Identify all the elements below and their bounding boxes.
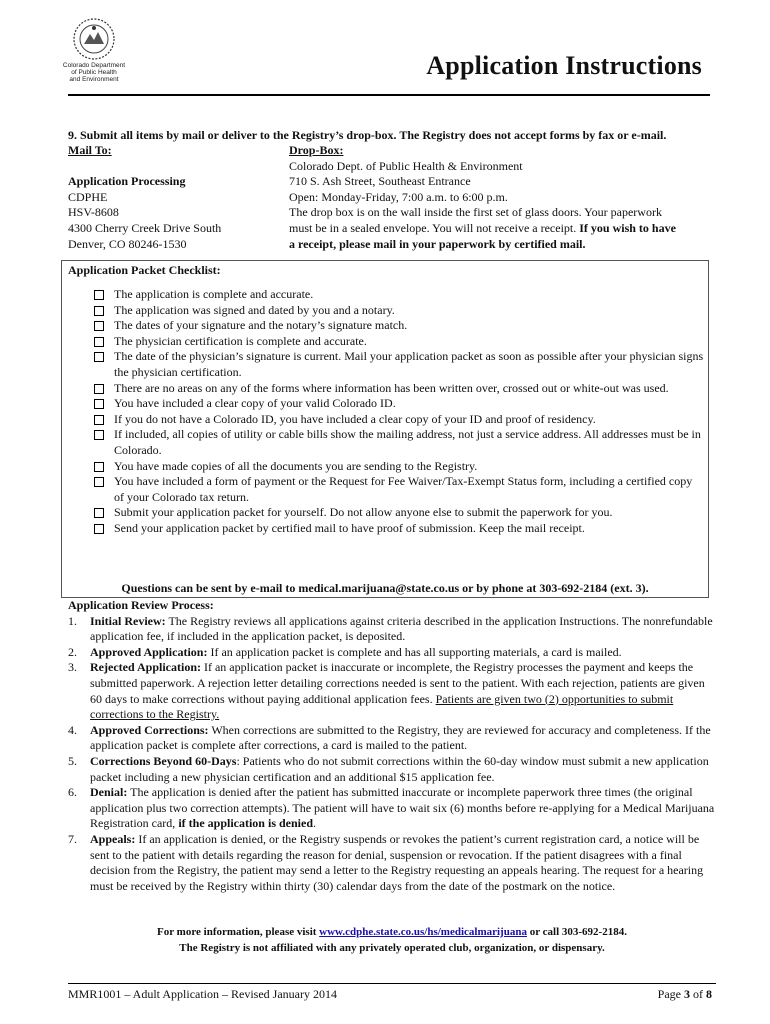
header-rule [68, 94, 710, 96]
checkbox-icon[interactable] [94, 415, 104, 425]
more-info-prefix: For more information, please visit [157, 926, 320, 938]
checklist-item [92, 381, 704, 397]
checklist-item [92, 303, 704, 319]
mail-to-line: Denver, CO 80246-1530 [68, 236, 187, 251]
checklist-item-text: The dates of your signature and the notary’s signature match. [114, 318, 408, 333]
review-step [68, 723, 716, 754]
step-label: Appeals: [90, 831, 136, 846]
review-step [68, 645, 716, 661]
step-number: 5. [68, 753, 77, 768]
step-text: : Patients who do not submit corrections within the 60-day window must submit a new application packet including a new physician certification and an additional $15 application fee. [90, 753, 709, 784]
receipt-note-cont: a receipt, please mail in your paperwork by certified mail. [289, 236, 586, 251]
checkbox-icon[interactable] [94, 462, 104, 472]
step-9-instruction: 9. Submit all items by mail or deliver to the Registry’s drop-box. The Registry does not accept forms by fax or e-mail. [68, 128, 667, 142]
checklist-item [92, 459, 704, 475]
step-number: 3. [68, 660, 77, 675]
mail-to-line: 4300 Cherry Creek Drive South [68, 220, 222, 235]
checklist-item-text: Submit your application packet for yourself. Do not allow anyone else to submit the paperwork for you. [114, 505, 613, 520]
mail-to-block [68, 143, 278, 252]
logo-line-2: of Public Health [71, 69, 117, 76]
drop-box-line: Open: Monday-Friday, 7:00 a.m. to 6:00 p.m. [289, 189, 508, 204]
more-info-suffix: or call 303-692-2184. [526, 926, 627, 938]
step-underlined-text: Patients are given two (2) opportunities to submit corrections to the Registry. [90, 691, 674, 722]
mail-to-line: CDPHE [68, 189, 108, 204]
checklist-item [92, 287, 704, 303]
application-packet-checklist [61, 260, 709, 598]
checklist-item [92, 474, 704, 505]
checkbox-icon[interactable] [94, 399, 104, 409]
checklist-item-text: Send your application packet by certified mail to have proof of submission. Keep the mail receipt. [114, 520, 585, 535]
step-number: 7. [68, 831, 77, 846]
checklist-item [92, 318, 704, 334]
checkbox-icon[interactable] [94, 477, 104, 487]
logo-line-3: and Environment [69, 76, 119, 83]
checklist-item [92, 427, 704, 458]
footer-rule [68, 983, 716, 984]
review-step [68, 614, 716, 645]
review-step [68, 785, 716, 832]
checklist-item-text: The physician certification is complete and accurate. [114, 333, 367, 348]
drop-box-line: The drop box is on the wall inside the first set of glass doors. Your paperwork [289, 205, 662, 220]
disclaimer: The Registry is not affiliated with any privately operated club, organization, or dispensary. [179, 942, 605, 954]
drop-box-block [289, 143, 709, 252]
step-label: Initial Review: [90, 613, 166, 628]
checkbox-icon[interactable] [94, 508, 104, 518]
checkbox-icon[interactable] [94, 430, 104, 440]
mail-to-line: Application Processing [68, 174, 186, 189]
medical-marijuana-link[interactable]: www.cdphe.state.co.us/hs/medicalmarijuana [319, 926, 527, 938]
checklist-list [92, 287, 704, 537]
cdphe-logo [62, 17, 126, 89]
step-text: If an application packet is inaccurate or incomplete, the Registry processes the payment and keeps the submitted paperwork. A rejection letter detailing corrections needed is sent to the patient. With each rejection, patients are given 60 days to make corrections without paying additional application fees. [90, 660, 705, 706]
checklist-item-text: The application was signed and dated by you and a notary. [114, 302, 395, 317]
step-tail: . [313, 816, 316, 831]
checklist-item [92, 334, 704, 350]
drop-box-line: Colorado Dept. of Public Health & Environment [289, 158, 523, 173]
checklist-item-text: You have included a form of payment or the Request for Fee Waiver/Tax-Exempt Status form, including a certified copy of your Colorado tax return. [114, 474, 693, 504]
checkbox-icon[interactable] [94, 384, 104, 394]
checklist-title: Application Packet Checklist: [68, 263, 221, 277]
checklist-item [92, 349, 704, 380]
state-seal-icon [72, 17, 116, 61]
drop-box-heading: Drop-Box: [289, 143, 344, 157]
step-label: Rejected Application: [90, 660, 201, 675]
checklist-item [92, 505, 704, 521]
review-step [68, 660, 716, 722]
checkbox-icon[interactable] [94, 337, 104, 347]
step-label: Approved Application: [90, 644, 208, 659]
step-text: If an application packet is complete and has all supporting materials, a card is mailed. [207, 644, 622, 659]
checklist-item-text: If you do not have a Colorado ID, you have included a clear copy of your ID and proof of residency. [114, 411, 596, 426]
checklist-item [92, 412, 704, 428]
step-label: Denial: [90, 785, 128, 800]
checklist-item-text: You have included a clear copy of your valid Colorado ID. [114, 396, 396, 411]
step-label: Corrections Beyond 60-Days [90, 753, 237, 768]
page-current: 3 [684, 987, 690, 1001]
checklist-item-text: You have made copies of all the documents you are sending to the Registry. [114, 458, 478, 473]
step-text: The Registry reviews all applications against criteria described in the application Instructions. The nonrefundable application fee, if included in the application packet, is deposited. [90, 613, 713, 644]
review-list [68, 614, 716, 895]
checklist-item-text: The date of the physician’s signature is current. Mail your application packet as soon as possible after your physician signs the physician certification. [114, 349, 704, 379]
checkbox-icon[interactable] [94, 290, 104, 300]
step-number: 6. [68, 785, 77, 800]
page-number [658, 987, 712, 1003]
checklist-item [92, 396, 704, 412]
step-number: 4. [68, 722, 77, 737]
checkbox-icon[interactable] [94, 321, 104, 331]
step-text: When corrections are submitted to the Registry, they are reviewed for accuracy and completeness. If the application packet is complete after corrections, a card is mailed to the patient. [90, 722, 711, 753]
page-prefix: Page [657, 987, 684, 1001]
step-number: 1. [68, 613, 77, 628]
application-review-process [68, 598, 716, 894]
step-text: If an application is denied, or the Registry suspends or revokes the patient’s current registration card, a notice will be sent to the patient with details regarding the reason for denial, suspension or revocation. If the patient disagrees with a final decision from the Registry, the patient may send a letter to the Registry requesting an appeals hearing. The request for a hearing must be received by the Registry within thirty (30) calendar days from the date of the postmark on the notice. [90, 831, 704, 893]
review-step [68, 754, 716, 785]
drop-box-line [289, 221, 709, 237]
review-title: Application Review Process: [68, 598, 214, 612]
page-of: of [690, 987, 706, 1001]
step-label: Approved Corrections: [90, 722, 209, 737]
checklist-item-text: If included, all copies of utility or cable bills show the mailing address, not just a service address. All addresses must be in Colorado. [114, 427, 701, 457]
checkbox-icon[interactable] [94, 352, 104, 362]
more-info-line [68, 924, 716, 940]
checklist-item-text: The application is complete and accurate. [114, 287, 314, 301]
checklist-item [92, 521, 704, 537]
more-info-block [68, 924, 716, 956]
logo-line-1: Colorado Department [62, 62, 126, 69]
page-total: 8 [706, 987, 712, 1001]
checklist-item-text: There are no areas on any of the forms where information has been written over, crossed out or white-out was used. [114, 380, 669, 395]
questions-contact: Questions can be sent by e-mail to medical.marijuana@state.co.us or by phone at 303-692-2184 (ext. 3). [121, 581, 649, 595]
receipt-note: If you wish to have [579, 220, 676, 235]
form-id: MMR1001 – Adult Application – Revised January 2014 [68, 987, 337, 1001]
checkbox-icon[interactable] [94, 524, 104, 534]
checkbox-icon[interactable] [94, 306, 104, 316]
mail-to-heading: Mail To: [68, 143, 112, 157]
drop-box-text: must be in a sealed envelope. You will not receive a receipt. [289, 220, 577, 235]
review-step [68, 832, 716, 894]
page-title: Application Instructions [426, 51, 702, 80]
drop-box-line: 710 S. Ash Street, Southeast Entrance [289, 174, 471, 189]
mail-to-line: HSV-8608 [68, 205, 119, 220]
step-number: 2. [68, 644, 77, 659]
step-bold-text: if the application is denied [178, 816, 313, 831]
step-text: The application is denied after the patient has submitted inaccurate or incomplete paperwork three times (the original application plus two correction attempts). The patient will have to wait six (6) months before re-applying for a Medical Marijuana Registration card, [90, 785, 715, 831]
